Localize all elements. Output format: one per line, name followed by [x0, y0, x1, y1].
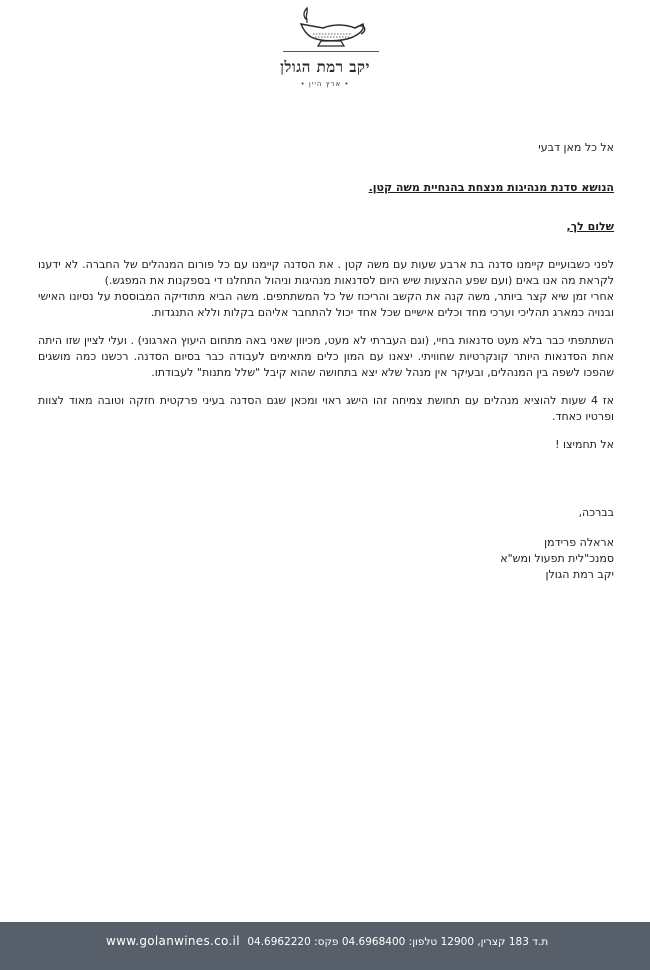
- signature-title: סמנכ"לית תפעול ומש"א: [500, 552, 614, 565]
- signature-company: יקב רמת הגולן: [545, 568, 614, 581]
- paragraph: אז 4 שעות להוציא מנהלים עם תחושת צמיחה זהו הישג ראוי ומכאן שגם הסדנה בעיני פרקטית חזקה וטובה מאוד לצוות ופרטיו כאחד.: [38, 394, 614, 423]
- brand-tagline: • ארץ היין •: [300, 80, 350, 88]
- signature-name: אראלה פרידמן: [544, 536, 614, 549]
- greeting: שלום לך,: [566, 220, 614, 233]
- website-link[interactable]: www.golanwines.co.il: [106, 934, 240, 948]
- letter-body: [38, 140, 614, 583]
- brand-name: יקב רמת הגולן: [280, 58, 370, 76]
- footer-bar: [0, 922, 650, 970]
- paragraph: לפני כשבועיים קיימנו סדנה בת ארבע שעות עם משה קטן . את הסדנה קיימנו עם כל פורום המנהלים של החברה. לא ידענו לקראת מה אנו באים (ועם שפע ההצעות שיש היום לסדנאות מנהיגות וניהול התחלנו די בספקנות את המפגש.): [38, 258, 614, 287]
- closing: בברכה,: [578, 506, 614, 519]
- subject-line: הנושא סדנת מנהיגות מנצחת בהנחיית משה קטן.: [368, 181, 614, 194]
- recipient-line: אל כל מאן דבעי: [538, 141, 614, 154]
- letterhead-rule: [283, 51, 379, 52]
- paragraph: השתתפתי כבר בלא מעט סדנאות בחיי, (וגם העברתי לא מעט, מכיוון שאני באה מתחום היעוץ הארגוני) . ועלי לציין שזו היתה אחת הסדנאות היותר קונקרטיות שחוויתי. יצאנו עם המון כלים מתאימים לעבודה כבר בסיום הסדנה. רכשנו כמה מושגים שהפכו לשפה בין המנהלים, ובעיקר אין מנהל שלא יצא בתחושה שהוא קיבל "שלל מתנות" לעבודתו.: [38, 334, 614, 379]
- paragraph: אחרי זמן שיא קצר ביותר, משה קנה את הקשב והריכוז של כל המשתתפים. משה הביא מתודיקה המבוססת על נסיונו האישי ובנויה כמארג תהליכי וערכי מחד וכלים אישיים שכל אחד יכול להתחבר אליהם בקלות וללא התנגדות.: [38, 290, 614, 319]
- contact-details: ת.ד 183 קצרין, 12900 טלפון: 04.6968400 פקס: 04.6962220: [247, 936, 549, 948]
- footer-text: [106, 934, 606, 948]
- oil-lamp-icon: [293, 4, 369, 48]
- paragraph: אל תחמיצו !: [555, 438, 614, 451]
